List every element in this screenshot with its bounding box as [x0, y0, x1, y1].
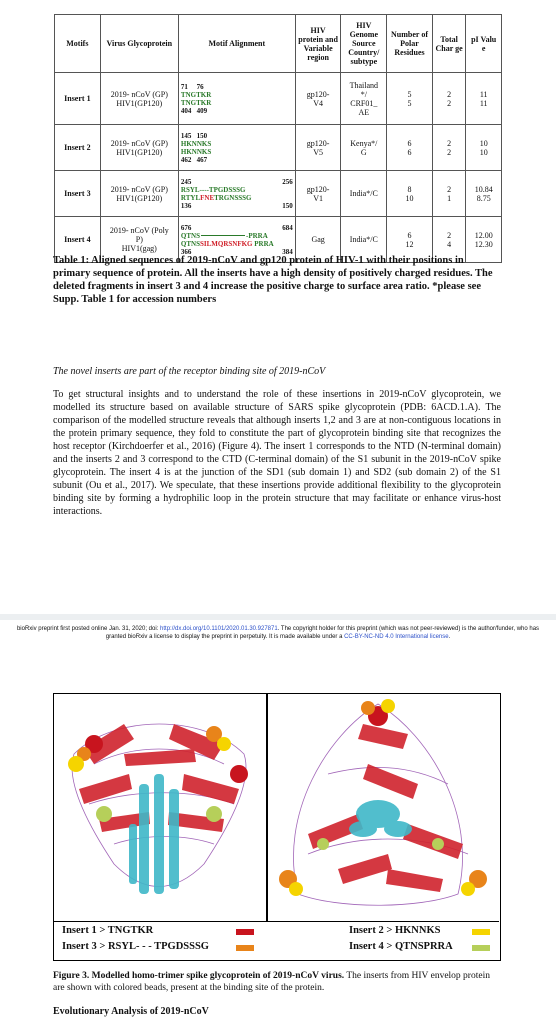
pi-cell: 12.00 12.30 [466, 217, 502, 263]
polar-cell: 6 12 [387, 217, 433, 263]
virus-cell: 2019- nCoV (Poly P) HIV1(gag) [100, 217, 178, 263]
legend-insert-1: Insert 1 > TNGTKR [62, 925, 154, 936]
table-header: Motif Alignment [178, 15, 295, 73]
source-cell: India*/C [341, 217, 387, 263]
charge-cell: 2 2 [432, 125, 466, 171]
table-header: Virus Glycoprotein [100, 15, 178, 73]
source-cell: India*/C [341, 171, 387, 217]
table-header-row [55, 15, 502, 73]
region-cell: gp120- V1 [295, 171, 341, 217]
region-cell: Gag [295, 217, 341, 263]
legend-swatch-1 [236, 929, 254, 935]
table-header: HIV Genome Source Country/ subtype [341, 15, 387, 73]
table-row [55, 125, 502, 171]
motif-cell: Insert 2 [55, 125, 101, 171]
next-section-heading: Evolutionary Analysis of 2019-nCoV [53, 1006, 209, 1017]
legend-swatch-4 [472, 945, 490, 951]
biorxiv-notice: bioRxiv preprint first posted online Jan. 31, 2020; doi: http://dx.doi.org/10.1101/2020.01.30.927871. The copyright holder for this preprint (which was not peer-reviewed) is the author/funder, who has granted bioRxiv a license to display the preprint in perpetuity. It is made available under a CC-BY-NC-ND 4.0 International license. [16, 626, 540, 640]
table-header: Total Char ge [432, 15, 466, 73]
page-divider [0, 614, 556, 620]
legend-insert-2: Insert 2 > HKNNKS [349, 925, 441, 936]
table-header: HIV protein and Variable region [295, 15, 341, 73]
charge-cell: 2 1 [432, 171, 466, 217]
motif-cell: Insert 3 [55, 171, 101, 217]
polar-cell: 8 10 [387, 171, 433, 217]
table-row [55, 171, 502, 217]
source-cell: Kenya*/ G [341, 125, 387, 171]
region-cell: gp120- V4 [295, 73, 341, 125]
doi-link[interactable]: http://dx.doi.org/10.1101/2020.01.30.927871 [160, 626, 278, 632]
table-row [55, 73, 502, 125]
alignment-cell: 71 76 TNGTKR TNGTKR 404 409 [178, 73, 295, 125]
motif-table [54, 14, 502, 263]
legend-swatch-2 [472, 929, 490, 935]
pi-cell: 10 10 [466, 125, 502, 171]
section-heading: The novel inserts are part of the receptor binding site of 2019-nCoV [53, 366, 326, 377]
region-cell: gp120- V5 [295, 125, 341, 171]
virus-cell: 2019- nCoV (GP) HIV1(GP120) [100, 171, 178, 217]
charge-cell: 2 2 [432, 73, 466, 125]
legend-insert-4: Insert 4 > QTNSPRRA [349, 941, 453, 952]
table-caption: Table 1: Aligned sequences of 2019-nCoV and gp120 protein of HIV-1 with their positions in primary sequence of protein. All the inserts have a high density of positively charged residues. The deleted fragments in insert 3 and 4 increase the positive charge to surface area ratio. *please see Supp. Table 1 for accession numbers [53, 255, 493, 305]
table-header: Motifs [55, 15, 101, 73]
body-paragraph: To get structural insights and to understand the role of these insertions in 2019-nCoV glycoprotein, we modelled its structure based on available structure of SARS spike glycoprotein (PDB: 6ACD.1.A). The comparison of the modelled structure reveals that although inserts 1,2 and 3 are at non-contiguous locations in the protein primary sequence, they fold to constitute the part of glycoprotein binding site that recognizes the host receptor (Kirchdoerfer et al., 2016) (Figure 4). The insert 1 corresponds to the NTD (N-terminal domain) and the inserts 2 and 3 correspond to the CTD (C-terminal domain) of the S1 subunit in the 2019-nCoV spike glycoprotein. The insert 4 is at the junction of the SD1 (sub domain 1) and SD2 (sub domain 2) of the S1 subunit (Ou et al., 2017). We speculate, that these insertions provide additional flexibility to the glycoprotein binding site by forming a hydrophilic loop in the protein structure that may facilitate or enhance virus-host interactions. [53, 389, 501, 517]
polar-cell: 5 5 [387, 73, 433, 125]
pi-cell: 10.84 8.75 [466, 171, 502, 217]
table-header: pI Valu e [466, 15, 502, 73]
alignment-cell: 676 684 QTNS -PRRA QTNSSILMQRSNFKG PRRA 366 384 [178, 217, 295, 263]
pi-cell: 11 11 [466, 73, 502, 125]
protein-structure-figure [53, 693, 501, 961]
motif-cell: Insert 1 [55, 73, 101, 125]
motif-cell: Insert 4 [55, 217, 101, 263]
license-link[interactable]: CC-BY-NC-ND 4.0 International license [344, 633, 449, 640]
alignment-cell: 145 150 HKNNKS HKNNKS 462 467 [178, 125, 295, 171]
figure-legend [54, 921, 499, 960]
charge-cell: 2 4 [432, 217, 466, 263]
top-view-image [268, 694, 499, 921]
polar-cell: 6 6 [387, 125, 433, 171]
virus-cell: 2019- nCoV (GP) HIV1(GP120) [100, 73, 178, 125]
side-view-image [54, 694, 265, 921]
legend-insert-3: Insert 3 > RSYL- - - TPGDSSSG [62, 941, 209, 952]
virus-cell: 2019- nCoV (GP) HIV1(GP120) [100, 125, 178, 171]
legend-swatch-3 [236, 945, 254, 951]
figure-caption: Figure 3. Modelled homo-trimer spike glycoprotein of 2019-nCoV virus. The inserts from HIV envelop protein are shown with colored beads, present at the binding site of the protein. [53, 971, 490, 993]
table-header: Number of Polar Residues [387, 15, 433, 73]
source-cell: Thailand */ CRF01_ AE [341, 73, 387, 125]
alignment-cell: 245 256 RSYL----TPGDSSSG RTYLFNETRGNSSSG 136 150 [178, 171, 295, 217]
